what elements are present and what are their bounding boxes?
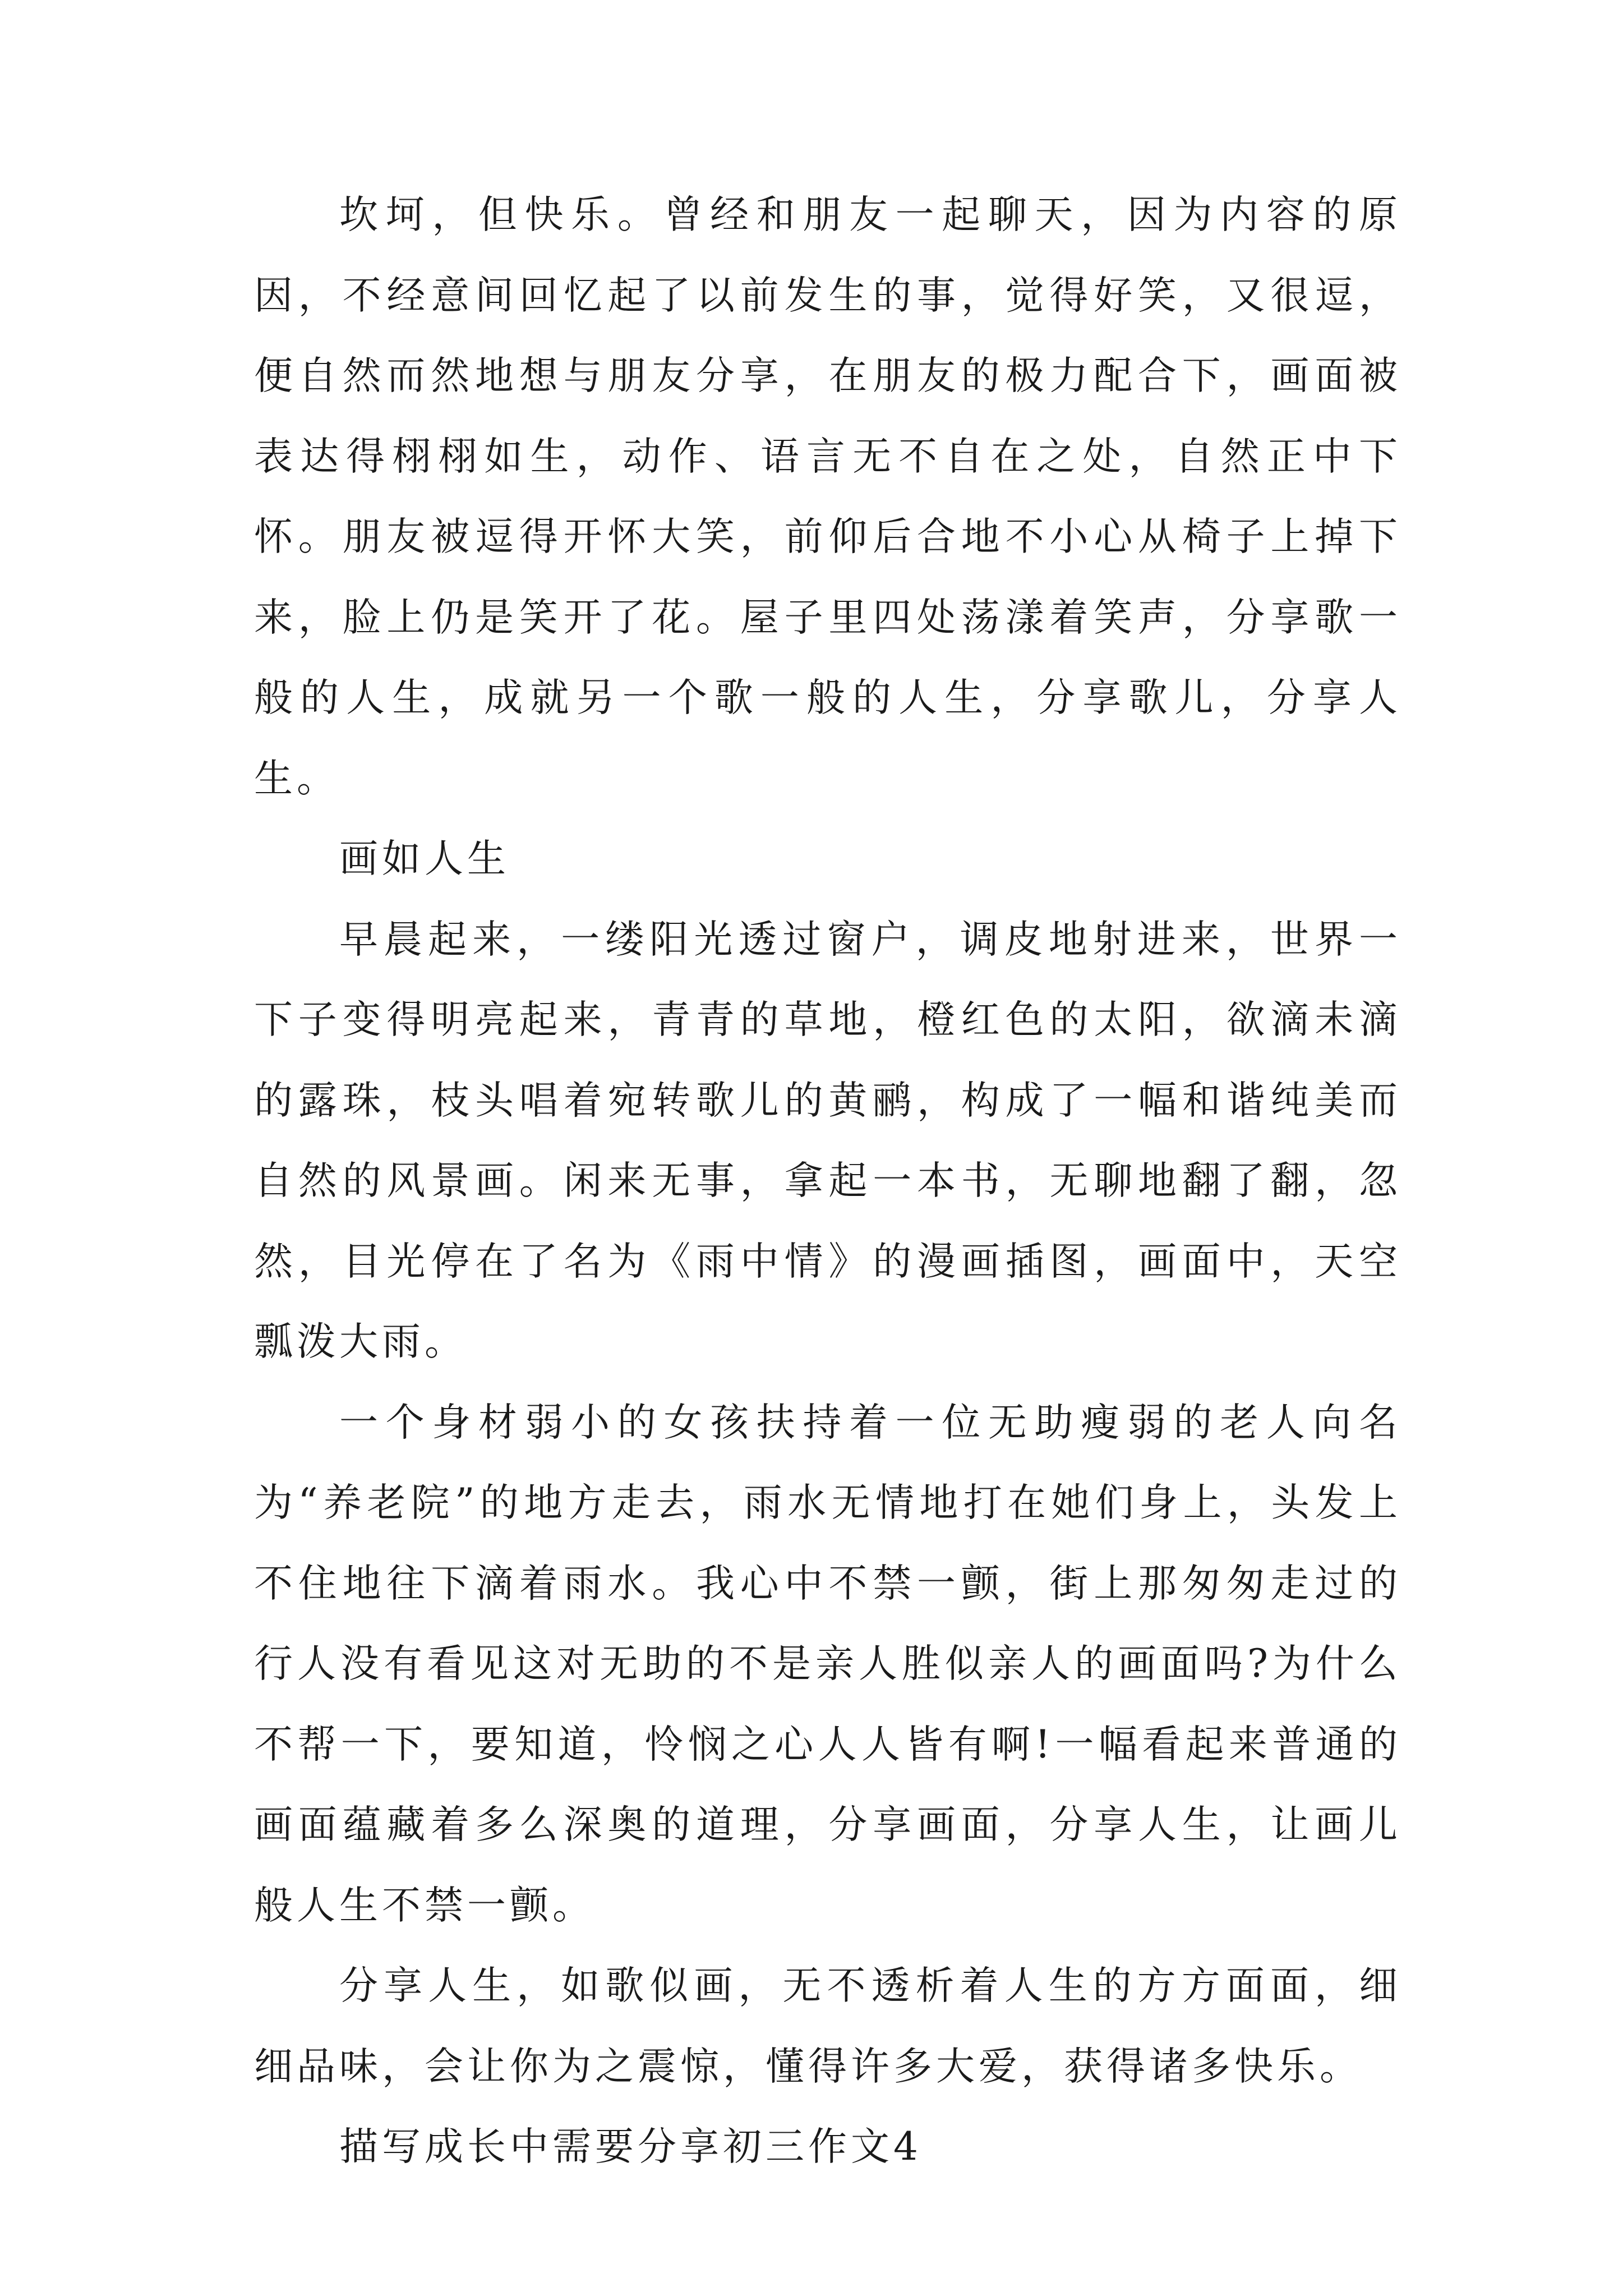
section-heading-hua-ru-ren-sheng: 画如人生: [339, 836, 510, 881]
section-heading-essay-4: 描写成长中需要分享初三作文4: [339, 2124, 922, 2169]
paragraph-continuation: 坎坷，但快乐。曾经和朋友一起聊天，因为内容的原因，不经意间回忆起了以前发生的事，觉得好笑，又很逗，便自然而然地想与朋友分享，在朋友的极力配合下，画面被表达得栩栩如生，动作、语言无不自在之处，自然正中下怀。朋友被逗得开怀大笑，前仰后合地不小心从椅子上掉下来，脸上仍是笑开了花。屋子里四处荡漾着笑声，分享歌一般的人生，成就另一个歌一般的人生，分享歌儿，分享人生。: [254, 192, 1401, 801]
document-body: [254, 175, 1401, 2188]
paragraph-morning: 早晨起来，一缕阳光透过窗户，调皮地射进来，世界一下子变得明亮起来，青青的草地，橙红色的太阳，欲滴未滴的露珠，枝头唱着宛转歌儿的黄鹂，构成了一幅和谐纯美而自然的风景画。闲来无事，拿起一本书，无聊地翻了翻，忽然，目光停在了名为《雨中情》的漫画插图，画面中，天空瓢泼大雨。: [254, 917, 1401, 1364]
paragraph-girl-and-elder: 一个身材弱小的女孩扶持着一位无助瘦弱的老人向名为“养老院”的地方走去，雨水无情地打在她们身上，头发上不住地往下滴着雨水。我心中不禁一颤，街上那匆匆走过的行人没有看见这对无助的不是亲人胜似亲人的画面吗?为什么不帮一下，要知道，怜悯之心人人皆有啊!一幅看起来普通的画面蕴藏着多么深奥的道理，分享画面，分享人生，让画儿般人生不禁一颤。: [254, 1400, 1401, 1928]
paragraph-conclusion: 分享人生，如歌似画，无不透析着人生的方方面面，细细品味，会让你为之震惊，懂得许多大爱，获得诸多快乐。: [254, 1963, 1401, 2089]
